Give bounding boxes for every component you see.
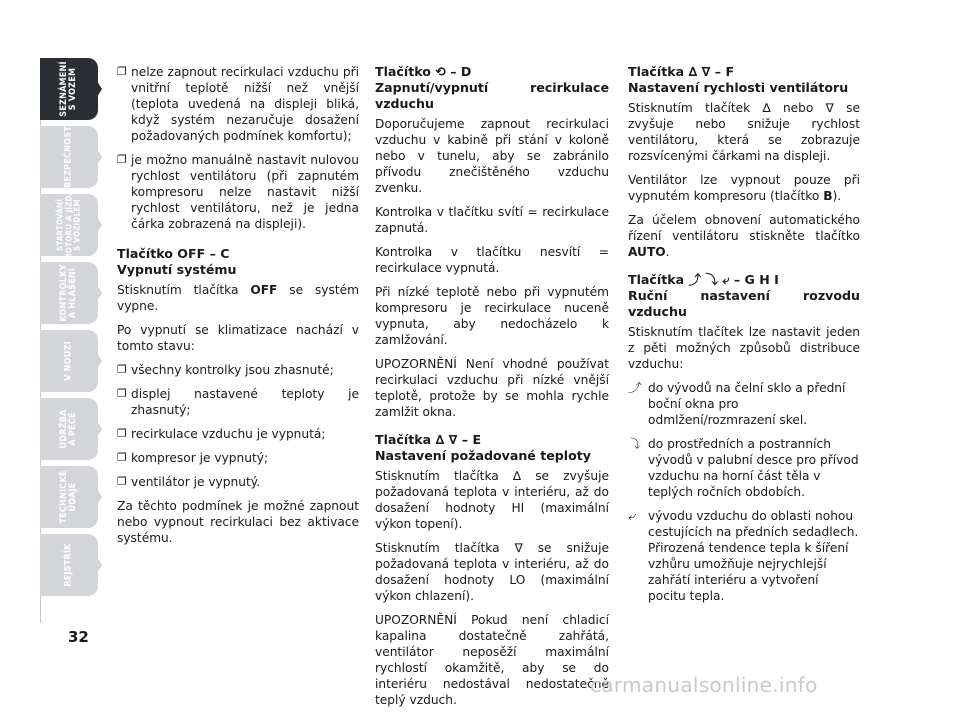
paragraph: Stisknutím tlačítka ∆ se zvyšuje požadovaná teplota v interiéru, až do dosažení hodnoty HI (maximální výkon topení).	[375, 469, 609, 531]
paragraph: Kontrolka v tlačítku nesvítí = recirkulace vypnutá.	[375, 245, 609, 275]
checkbox-bullet-icon: ❐	[117, 363, 127, 376]
tab-udrzba[interactable]	[40, 398, 102, 460]
watermark: carmanualsonline.info	[590, 673, 818, 697]
paragraph: Za účelem obnovení automatického řízení ventilátoru stiskněte tlačítko AUTO.	[628, 213, 860, 259]
list-item: ❐ nelze zapnout recirkulaci vzduchu při vnitřní teplotě nižší než vnější (teplota uvedená na displeji bliká, když systém nezaručuje dosažení požadovaných podmínek komfortu);	[117, 65, 359, 143]
list-item: ❐ ventilátor je vypnutý.	[117, 475, 261, 489]
section-heading: Tlačítka ∆ ∇ – E Nastavení požadované teploty	[375, 432, 592, 463]
list-item: ❐ všechny kontrolky jsou zhasnuté;	[117, 363, 334, 377]
paragraph: Stisknutím tlačítka ∇ se snižuje požadovaná teplota v interiéru, až do dosažení hodnoty LO (maximální výkon chlazení).	[375, 541, 609, 603]
feet-airflow-icon: ⤶	[628, 509, 635, 523]
tab-label: BEZPEČNOST	[63, 126, 74, 188]
checkbox-bullet-icon: ❐	[117, 387, 127, 400]
checkbox-bullet-icon: ❐	[117, 475, 127, 488]
section-heading: Tlačítko OFF – C Vypnutí systému	[117, 246, 237, 277]
checkbox-bullet-icon: ❐	[117, 65, 127, 78]
tab-v-nouzi[interactable]	[40, 330, 102, 392]
checkbox-bullet-icon: ❐	[117, 153, 127, 166]
paragraph: Po vypnutí se klimatizace nachází v tomto stavu:	[117, 323, 359, 353]
tab-label: REJSTŘÍK	[63, 543, 74, 587]
checkbox-bullet-icon: ❐	[117, 451, 127, 464]
list-item: ⤶ vývodu vzduchu do oblasti nohou cestujících na předních sedadlech. Přirozená tendence tepla k šíření vzhůru umožňuje nejrychlejší zahřátí interiéru a vytvoření pocitu tepla.	[628, 509, 859, 603]
tab-label: TECHNICKÉ ÚDAJE	[59, 470, 78, 524]
list-item: ⤴ do vývodů na čelní sklo a přední boční okna pro odmlžení/rozmrazení skel.	[628, 381, 846, 427]
paragraph: Stisknutím tlačítek ∆ nebo ∇ se zvyšuje nebo snižuje rychlost ventilátoru, která se zobrazuje rozsvícenými čárkami na displeji.	[628, 101, 860, 163]
paragraph: Kontrolka v tlačítku svítí = recirkulace zapnutá.	[375, 205, 609, 235]
tab-label: ÚDRŽBA A PÉČE	[59, 409, 78, 449]
tab-label: SEZNÁMENÍ S VOZEM	[59, 61, 78, 117]
tab-rejstrik[interactable]	[40, 534, 102, 596]
column-3	[628, 64, 860, 612]
column-1	[117, 64, 359, 554]
paragraph: UPOZORNĚNÍ Pokud není chladicí kapalina dostatečně zahřátá, ventilátor neposěží maximální rychlostí okamžitě, aby se do interiéru nedostával nedostatečně teplý vzduch.	[375, 613, 609, 707]
list-item: ⤵ do prostředních a postranních vývodů v palubní desce pro přívod vzduchu na horní část těla v teplých ročních obdobích.	[628, 437, 859, 499]
tab-bezpecnost[interactable]	[40, 126, 102, 188]
section-heading: Tlačítko ⟲ – D Zapnutí/vypnutí recirkulace vzduchu	[375, 64, 609, 111]
section-heading: Tlačítka ⤴ ⤵ ⤶ – G H I Ruční nastavení rozvodu vzduchu	[628, 272, 860, 319]
paragraph: Doporučujeme zapnout recirkulaci vzduchu v kabině při stání v koloně nebo v tunelu, aby se zabránilo přívodu znečištěného vzduchu zvenku.	[375, 117, 609, 195]
paragraph: Stisknutím tlačítka OFF se systém vypne.	[117, 283, 359, 313]
checkbox-bullet-icon: ❐	[117, 427, 127, 440]
chapter-tabs	[40, 58, 102, 602]
paragraph: Za těchto podmínek je možné zapnout nebo vypnout recirkulaci bez aktivace systému.	[117, 499, 359, 545]
tab-technicke[interactable]	[40, 466, 102, 528]
paragraph: Ventilátor lze vypnout pouze při vypnutém kompresoru (tlačítko B).	[628, 173, 860, 203]
tab-label: V NOUZI	[63, 341, 74, 381]
list-item: ❐ displej nastavené teploty je zhasnutý;	[117, 387, 359, 417]
tab-seznameni[interactable]	[40, 58, 102, 120]
tab-kontrolky[interactable]	[40, 262, 102, 324]
tab-startovani[interactable]	[40, 189, 102, 261]
paragraph: Při nízké teplotě nebo při vypnutém kompresoru je recirkulace nuceně vypnuta, aby nedocházelo k zamlžování.	[375, 285, 609, 347]
list-item: ❐ je možno manuálně nastavit nulovou rychlost ventilátoru (při zapnutém kompresoru nelze nastavit nižší rychlost ventilátoru, než je jedna čárka zobrazená na displeji).	[117, 153, 359, 231]
section-heading: Tlačítka ∆ ∇ – F Nastavení rychlosti ventilátoru	[628, 64, 849, 95]
tab-label: STARTOVÁNÍ MOTORU A JÍZDA S VOZIDLEM	[55, 189, 82, 261]
paragraph: Stisknutím tlačítek lze nastavit jeden z pěti možných způsobů distribuce vzduchu:	[628, 325, 860, 371]
paragraph: UPOZORNĚNÍ Není vhodné používat recirkulaci vzduchu při nízké vnější teplotě, protože by se mohla rychle zamlžit okna.	[375, 357, 609, 419]
page-number: 32	[68, 628, 89, 646]
list-item: ❐ kompresor je vypnutý;	[117, 451, 269, 465]
windscreen-airflow-icon: ⤴	[628, 381, 641, 395]
list-item: ❐ recirkulace vzduchu je vypnutá;	[117, 427, 326, 441]
tab-label: KONTROLKY A HLÁŠENÍ	[59, 264, 78, 322]
column-2	[375, 64, 609, 716]
face-airflow-icon: ⤵	[628, 437, 641, 451]
